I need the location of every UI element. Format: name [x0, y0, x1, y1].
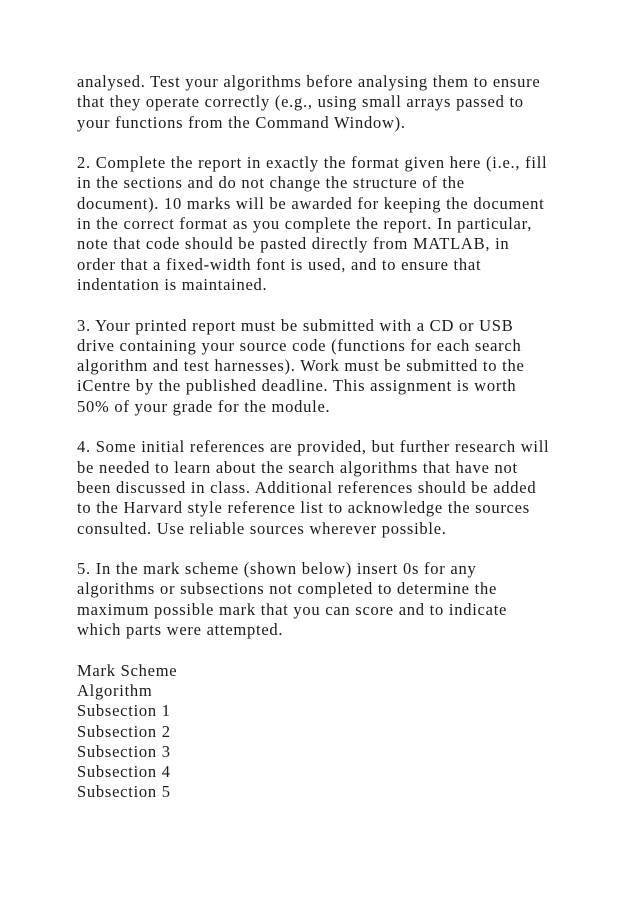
mark-scheme-row: Subsection 2: [77, 721, 171, 741]
paragraph-gap: [77, 417, 577, 437]
text-line: in the sections and do not change the structure of the: [77, 173, 465, 193]
paragraph-gap: [77, 640, 577, 660]
text-line: 50% of your grade for the module.: [77, 396, 331, 416]
instruction-item-3: [77, 316, 577, 417]
mark-scheme-row: Subsection 3: [77, 741, 171, 761]
text-line: indentation is maintained.: [77, 274, 268, 294]
text-line: consulted. Use reliable sources wherever possible.: [77, 518, 447, 538]
text-line: order that a fixed-width font is used, and to ensure that: [77, 254, 482, 274]
text-line: analysed. Test your algorithms before analysing them to ensure: [77, 72, 541, 91]
text-line: note that code should be pasted directly from MATLAB, in: [77, 234, 510, 254]
instruction-item-2: [77, 153, 577, 295]
document-body: [77, 72, 577, 803]
text-line: be needed to learn about the search algorithms that have not: [77, 457, 518, 477]
text-line: 2. Complete the report in exactly the format given here (i.e., fill: [77, 153, 548, 173]
mark-scheme-row: Subsection 1: [77, 701, 171, 721]
mark-scheme-row: Algorithm: [77, 680, 153, 700]
mark-scheme-row: Subsection 4: [77, 762, 171, 782]
paragraph-gap: [77, 133, 577, 153]
instruction-item-5: [77, 559, 577, 640]
mark-scheme: [77, 661, 577, 803]
text-line: maximum possible mark that you can score and to indicate: [77, 599, 508, 619]
text-line: to the Harvard style reference list to acknowledge the sources: [77, 498, 530, 518]
intro-paragraph: [77, 72, 577, 133]
text-line: document). 10 marks will be awarded for keeping the document: [77, 193, 545, 213]
text-line: been discussed in class. Additional references should be added: [77, 477, 537, 497]
text-line: 3. Your printed report must be submitted with a CD or USB: [77, 315, 514, 335]
text-line: in the correct format as you complete the report. In particular,: [77, 214, 533, 234]
text-line: iCentre by the published deadline. This assignment is worth: [77, 376, 517, 396]
text-line: algorithms or subsections not completed to determine the: [77, 579, 498, 599]
text-line: which parts were attempted.: [77, 620, 284, 640]
text-line: 4. Some initial references are provided, but further research will: [77, 437, 550, 457]
text-line: algorithm and test harnesses). Work must be submitted to the: [77, 356, 525, 376]
mark-scheme-row: Subsection 5: [77, 782, 171, 802]
paragraph-gap: [77, 539, 577, 559]
text-line: drive containing your source code (functions for each search: [77, 335, 522, 355]
paragraph-gap: [77, 295, 577, 315]
text-line: your functions from the Command Window).: [77, 112, 406, 132]
mark-scheme-title: Mark Scheme: [77, 660, 178, 680]
instruction-item-4: [77, 437, 577, 538]
text-line: that they operate correctly (e.g., using small arrays passed to: [77, 92, 524, 112]
text-line: 5. In the mark scheme (shown below) insert 0s for any: [77, 559, 477, 579]
